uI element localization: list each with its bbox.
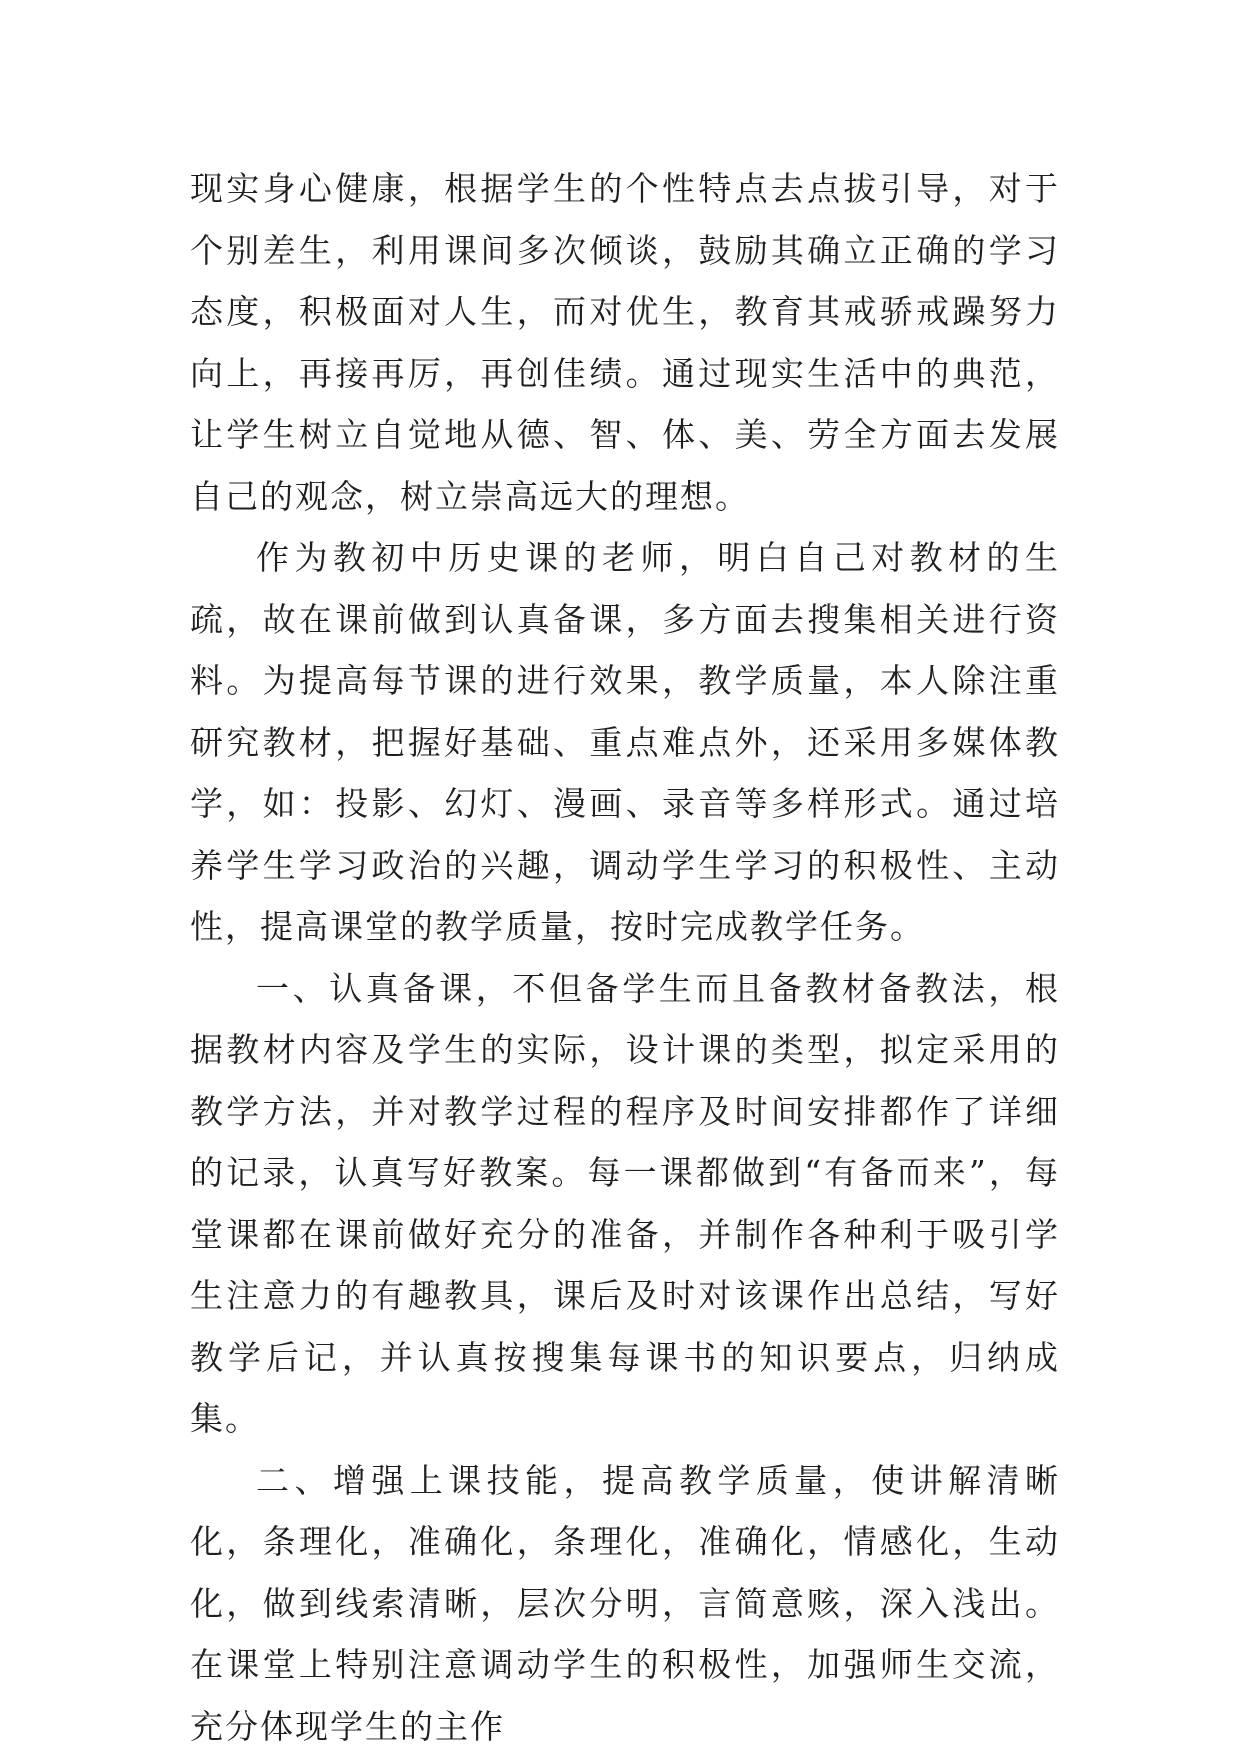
paragraph-4: 二、增强上课技能，提高教学质量，使讲解清晰化，条理化，准确化，条理化，准确化，情感化，生动化，做到线索清晰，层次分明，言简意赅，深入浅出。在课堂上特别注意调动学生的积极性，加强师生交流，充分体现学生的主作 bbox=[190, 1450, 1060, 1757]
paragraph-3: 一、认真备课，不但备学生而且备教材备教法，根据教材内容及学生的实际，设计课的类型，拟定采用的教学方法，并对教学过程的程序及时间安排都作了详细的记录，认真写好教案。每一课都做到“有备而来”，每堂课都在课前做好充分的准备，并制作各种利于吸引学生注意力的有趣教具，课后及时对该课作出总结，写好教学后记，并认真按搜集每课书的知识要点，归纳成集。 bbox=[190, 958, 1060, 1450]
body-text bbox=[190, 158, 1060, 1757]
paragraph-1: 现实身心健康，根据学生的个性特点去点拔引导，对于个别差生，利用课间多次倾谈，鼓励其确立正确的学习态度，积极面对人生，而对优生，教育其戒骄戒躁努力向上，再接再厉，再创佳绩。通过现实生活中的典范，让学生树立自觉地从德、智、体、美、劳全方面去发展自己的观念，树立崇高远大的理想。 bbox=[190, 158, 1060, 527]
paragraph-2: 作为教初中历史课的老师，明白自己对教材的生疏，故在课前做到认真备课，多方面去搜集相关进行资料。为提高每节课的进行效果，教学质量，本人除注重研究教材，把握好基础、重点难点外，还采用多媒体教学，如：投影、幻灯、漫画、录音等多样形式。通过培养学生学习政治的兴趣，调动学生学习的积极性、主动性，提高课堂的教学质量，按时完成教学任务。 bbox=[190, 527, 1060, 958]
